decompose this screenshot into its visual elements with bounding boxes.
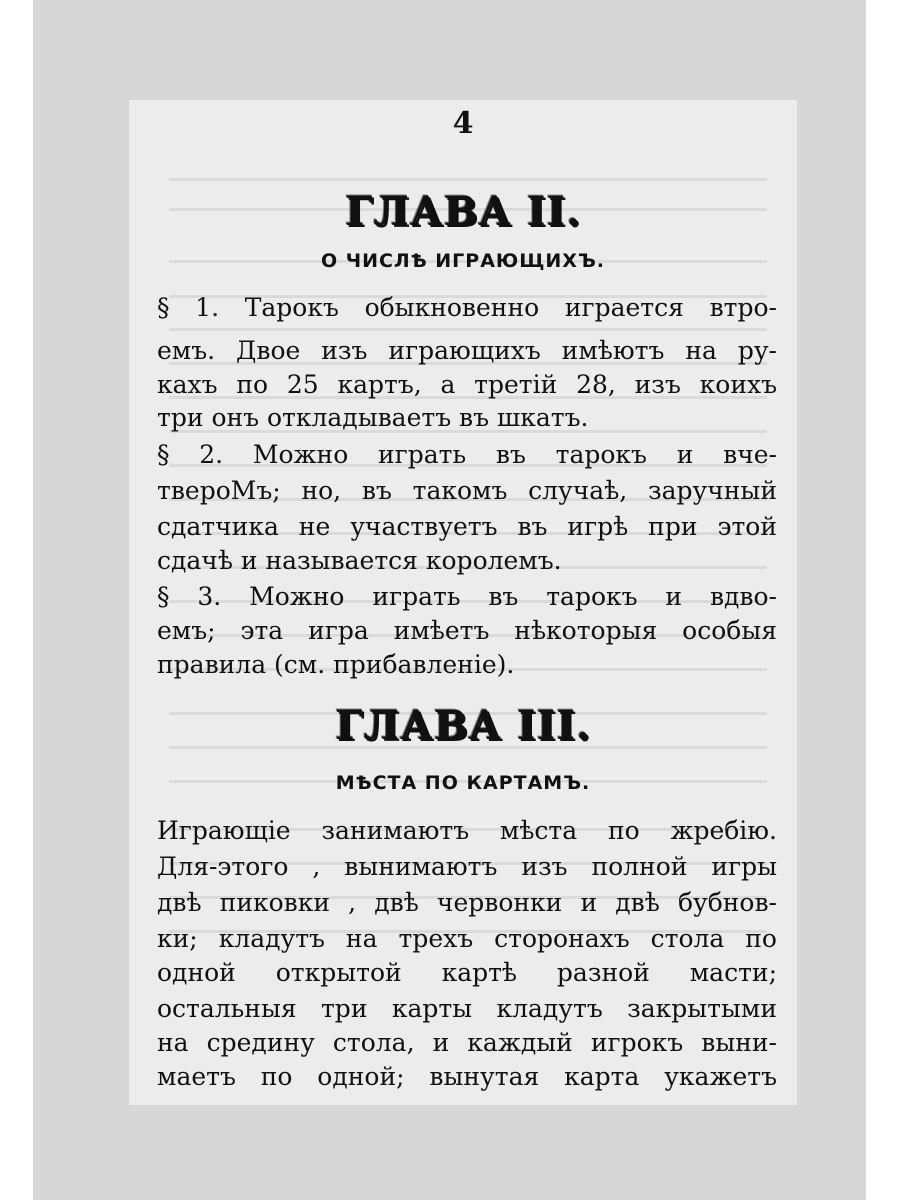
scanned-sheet [33,0,866,1200]
text-line: двѣ пиковки , двѣ червонки и двѣ бубнов- [157,888,777,917]
text-line: Для-этого , вынимаютъ изъ полной игры [157,852,777,881]
text-line: Играющіе занимаютъ мѣста по жребію. [157,816,777,845]
text-line: § 3. Можно играть въ тарокъ и вдво- [157,582,777,611]
text-line: кахъ по 25 картъ, а третій 28, изъ коихъ [157,370,777,399]
text-line: твероМъ; но, въ такомъ случаѣ, заручный [157,476,777,505]
text-line: сдачѣ и называется королемъ. [157,546,562,575]
text-line: ки; кладутъ на трехъ сторонахъ стола по [157,924,777,953]
text-line: правила (см. прибавленіе). [157,650,515,679]
page-number: 4 [452,106,474,141]
text-line: остальныя три карты кладутъ закрытыми [157,994,777,1023]
chapter-2-subheading: О ЧИСЛѢ ИГРАЮЩИХЪ. [320,250,606,272]
text-line: емъ. Двое изъ играющихъ имѣютъ на ру- [157,336,777,365]
text-line: маетъ по одной; вынутая карта укажетъ [157,1062,777,1091]
text-line: три онъ откладываетъ въ шкатъ. [157,403,589,432]
text-line: § 1. Тарокъ обыкновенно играется втро- [157,293,777,322]
text-line: на средину стола, и каждый игрокъ выни- [157,1028,777,1057]
book-page [129,100,797,1105]
chapter-3-subheading: МѢСТА ПО КАРТАМЪ. [335,772,591,794]
chapter-3-heading: ГЛАВА III. [335,702,591,749]
text-line: емъ; эта игра имѣетъ нѣкоторыя особыя [157,616,777,645]
text-line: § 2. Можно играть въ тарокъ и вче- [157,440,777,469]
text-line: сдатчика не участвуетъ въ игрѣ при этой [157,512,777,541]
text-line: одной открытой картѣ разной масти; [157,958,777,987]
chapter-2-heading: ГЛАВА II. [344,188,582,235]
